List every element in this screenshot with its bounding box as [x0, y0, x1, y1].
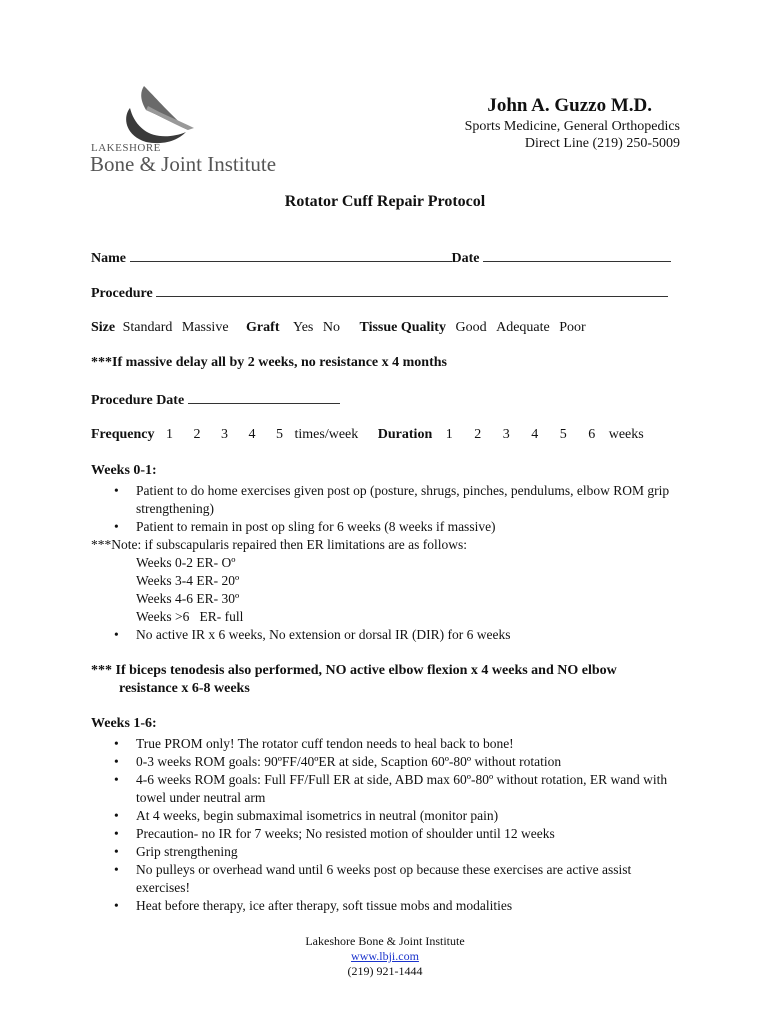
name-field[interactable] — [130, 249, 452, 262]
size-option-standard[interactable]: Standard — [122, 320, 173, 335]
tissue-option-poor[interactable]: Poor — [559, 320, 586, 335]
footer-org: Lakeshore Bone & Joint Institute — [305, 934, 465, 948]
page-title: Rotator Cuff Repair Protocol — [284, 193, 486, 210]
list-item — [112, 771, 672, 807]
list-item — [112, 482, 672, 518]
size-option-massive[interactable]: Massive — [181, 320, 229, 335]
logo-small-text: LAKESHORE — [91, 142, 161, 154]
list-item — [112, 861, 672, 897]
date-label: Date — [451, 251, 480, 266]
frequency-option[interactable]: 4 — [248, 427, 256, 442]
list-item — [112, 897, 672, 915]
graft-label: Graft — [246, 320, 280, 335]
direct-line: Direct Line (219) 250-5009 — [524, 136, 680, 151]
duration-option[interactable]: 6 — [588, 427, 596, 442]
name-label: Name — [91, 251, 126, 266]
footer-phone: (219) 921-1444 — [347, 964, 423, 978]
bullet-icon: • — [114, 862, 119, 877]
bullet-icon: • — [114, 898, 119, 913]
frequency-duration-row — [91, 427, 644, 443]
procedure-date-field[interactable] — [188, 391, 340, 404]
tissue-option-good[interactable]: Good — [455, 320, 487, 335]
list-item-text: At 4 weeks, begin submaximal isometrics in neutral (monitor pain) — [136, 808, 499, 823]
procedure-row — [91, 284, 668, 302]
frequency-unit: times/week — [294, 427, 359, 442]
duration-unit: weeks — [608, 427, 644, 442]
bullet-icon: • — [114, 483, 119, 498]
biceps-note-line1: *** If biceps tenodesis also performed, NO active elbow flexion x 4 weeks and NO elbow — [91, 663, 617, 678]
date-field[interactable] — [483, 249, 671, 262]
bullet-icon: • — [114, 627, 119, 642]
list-item — [112, 626, 672, 644]
duration-option[interactable]: 5 — [559, 427, 567, 442]
procedure-field[interactable] — [156, 284, 668, 297]
duration-option[interactable]: 2 — [474, 427, 482, 442]
frequency-option[interactable]: 2 — [193, 427, 201, 442]
frequency-label: Frequency — [91, 427, 155, 442]
list-item — [112, 843, 672, 861]
list-item — [112, 753, 672, 771]
frequency-option[interactable]: 1 — [166, 427, 174, 442]
bullet-icon: • — [114, 826, 119, 841]
name-date-row — [91, 249, 671, 267]
list-item-text: Precaution- no IR for 7 weeks; No resisted motion of shoulder until 12 weeks — [136, 826, 555, 841]
logo-big-text: Bone & Joint Institute — [90, 152, 277, 176]
footer-website-link[interactable]: www.lbji.com — [351, 949, 419, 963]
bullet-icon: • — [114, 519, 119, 534]
list-item-text: No pulleys or overhead wand until 6 weeks post op because these exercises are active assist exercises! — [136, 862, 632, 895]
list-item-text: No active IR x 6 weeks, No extension or dorsal IR (DIR) for 6 weeks — [136, 627, 511, 642]
duration-option[interactable]: 3 — [502, 427, 510, 442]
duration-option[interactable]: 4 — [531, 427, 539, 442]
list-item-text: Grip strengthening — [136, 844, 238, 859]
er-limit: Weeks 4-6 ER- 30º — [136, 591, 240, 606]
frequency-option[interactable]: 5 — [276, 427, 284, 442]
duration-option[interactable]: 1 — [445, 427, 453, 442]
graft-option-no[interactable]: No — [322, 320, 340, 335]
graft-option-yes[interactable]: Yes — [292, 320, 314, 335]
er-limit: Weeks 0-2 ER- Oº — [136, 555, 236, 570]
list-item-text: True PROM only! The rotator cuff tendon needs to heal back to bone! — [136, 736, 514, 751]
weeks-0-1-list — [112, 482, 672, 536]
bullet-icon: • — [114, 754, 119, 769]
procedure-date-row — [91, 391, 340, 409]
list-item — [112, 807, 672, 825]
weeks-1-6-list — [112, 735, 672, 915]
list-item-text: Patient to remain in post op sling for 6 weeks (8 weeks if massive) — [136, 519, 496, 534]
weeks-0-1-list-continued — [112, 626, 672, 644]
size-label: Size — [91, 320, 116, 335]
doctor-specialty: Sports Medicine, General Orthopedics — [464, 119, 680, 134]
bullet-icon: • — [114, 736, 119, 751]
weeks-0-1-heading: Weeks 0-1: — [91, 463, 157, 478]
tissue-option-adequate[interactable]: Adequate — [496, 320, 550, 335]
bullet-icon: • — [114, 844, 119, 859]
lbji-logo — [88, 80, 298, 180]
procedure-date-label: Procedure Date — [91, 393, 185, 408]
list-item — [112, 735, 672, 753]
footer — [0, 934, 770, 979]
list-item — [112, 518, 672, 536]
subscap-note — [91, 536, 467, 626]
bullet-icon: • — [114, 808, 119, 823]
duration-label: Duration — [377, 427, 433, 442]
frequency-option[interactable]: 3 — [221, 427, 229, 442]
biceps-note — [91, 662, 617, 698]
biceps-note-line2: resistance x 6-8 weeks — [119, 681, 250, 696]
bullet-icon: • — [114, 772, 119, 787]
size-graft-tissue-row — [91, 320, 586, 336]
weeks-1-6-heading: Weeks 1-6: — [91, 716, 157, 731]
list-item-text: 4-6 weeks ROM goals: Full FF/Full ER at side, ABD max 60º-80º without rotation, ER wand with towel under neutral arm — [136, 772, 668, 805]
er-limit: Weeks >6 ER- full — [136, 609, 244, 624]
list-item-text: 0-3 weeks ROM goals: 90ºFF/40ºER at side, Scaption 60º-80º without rotation — [136, 754, 562, 769]
subscap-note-text: ***Note: if subscapularis repaired then ER limitations are as follows: — [91, 537, 468, 552]
list-item-text: Patient to do home exercises given post op (posture, shrugs, pinches, pendulums, elbow ROM grip strengthening) — [136, 483, 670, 516]
er-limit: Weeks 3-4 ER- 20º — [136, 573, 240, 588]
massive-note: ***If massive delay all by 2 weeks, no resistance x 4 months — [91, 355, 447, 370]
logo-mark-icon — [116, 80, 206, 146]
tissue-quality-label: Tissue Quality — [359, 320, 446, 335]
procedure-label: Procedure — [91, 286, 153, 301]
list-item — [112, 825, 672, 843]
list-item-text: Heat before therapy, ice after therapy, soft tissue mobs and modalities — [136, 898, 513, 913]
doctor-name: John A. Guzzo M.D. — [487, 95, 652, 116]
